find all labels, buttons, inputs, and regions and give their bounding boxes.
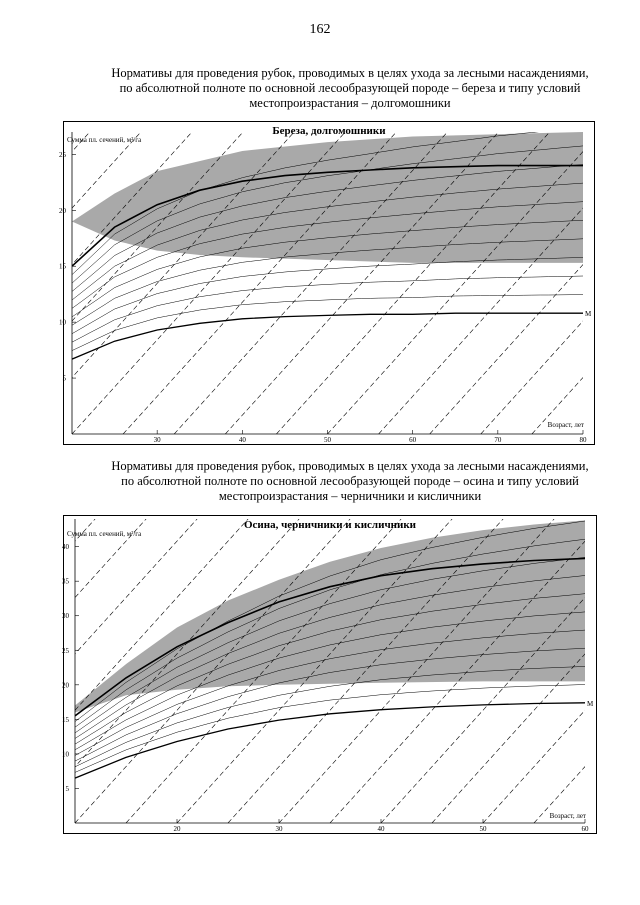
chart2-caption bbox=[70, 459, 630, 504]
y-tick-label: 15 bbox=[62, 715, 69, 724]
x-tick-label: 80 bbox=[579, 436, 587, 444]
y-tick-label: 20 bbox=[59, 206, 66, 215]
y-tick-label: 20 bbox=[62, 681, 69, 690]
chart-birch bbox=[59, 121, 595, 445]
y-tick-label: 35 bbox=[62, 577, 69, 586]
hatch-line bbox=[636, 403, 640, 823]
series-line-lower bbox=[72, 313, 583, 359]
caption-line: местопроизрастания – черничники и кисличники bbox=[218, 489, 482, 503]
y-tick-label: 30 bbox=[62, 612, 69, 621]
caption-line: местопроизрастания – долгомошники bbox=[249, 96, 451, 110]
y-tick-label: 25 bbox=[62, 646, 69, 655]
x-tick-label: 30 bbox=[153, 436, 161, 444]
caption-line: по абсолютной полноте по основной лесообразующей породе – осина и типу условий bbox=[121, 474, 579, 488]
x-tick-label: 60 bbox=[581, 825, 589, 833]
chart-birch-plot bbox=[59, 122, 594, 444]
x-tick-label: 60 bbox=[409, 436, 417, 444]
chart-title: Осина, черничники и кисличники bbox=[243, 519, 416, 531]
hatch-line bbox=[0, 14, 43, 434]
density-curve bbox=[72, 295, 583, 351]
x-axis-label: Возраст, лет bbox=[547, 421, 584, 429]
y-tick-label: 10 bbox=[59, 318, 66, 327]
chart-title: Береза, долгомошники bbox=[272, 125, 386, 137]
caption-line: Нормативы для проведения рубок, проводимых в целях ухода за лесными насаждениями, bbox=[111, 66, 589, 80]
density-curve bbox=[75, 685, 585, 773]
x-tick-label: 30 bbox=[275, 825, 283, 833]
y-tick-label: 5 bbox=[65, 784, 69, 793]
y-tick-label: 5 bbox=[62, 374, 66, 383]
y-tick-label: 25 bbox=[59, 150, 66, 159]
y-tick-label: 15 bbox=[59, 262, 66, 271]
y-axis-label: Сумма пл. сечений, м²/га bbox=[67, 136, 142, 144]
chart-aspen bbox=[63, 515, 597, 834]
x-tick-label: 20 bbox=[173, 825, 181, 833]
caption-line: по абсолютной полноте по основной лесообразующей породе – береза и типу условий bbox=[119, 81, 581, 95]
x-tick-label: 40 bbox=[238, 436, 246, 444]
curve-label-m: М bbox=[585, 310, 592, 319]
x-tick-label: 70 bbox=[494, 436, 502, 444]
curve-label-m: М bbox=[587, 699, 594, 708]
chart1-caption bbox=[70, 66, 630, 111]
caption-line: Нормативы для проведения рубок, проводимых в целях ухода за лесными насаждениями, bbox=[111, 459, 589, 473]
x-tick-label: 40 bbox=[377, 825, 385, 833]
hatch-line bbox=[0, 403, 47, 823]
x-axis-label: Возраст, лет bbox=[549, 812, 586, 820]
chart-aspen-plot bbox=[64, 516, 596, 833]
hatch-line bbox=[634, 14, 640, 434]
y-tick-label: 10 bbox=[62, 750, 69, 759]
page-number: 162 bbox=[309, 22, 331, 37]
y-axis-label: Сумма пл. сечений, м²/га bbox=[67, 530, 142, 538]
x-tick-label: 50 bbox=[324, 436, 331, 444]
y-tick-label: 40 bbox=[62, 543, 69, 552]
shaded-zone bbox=[75, 520, 585, 712]
x-tick-label: 50 bbox=[479, 825, 487, 833]
